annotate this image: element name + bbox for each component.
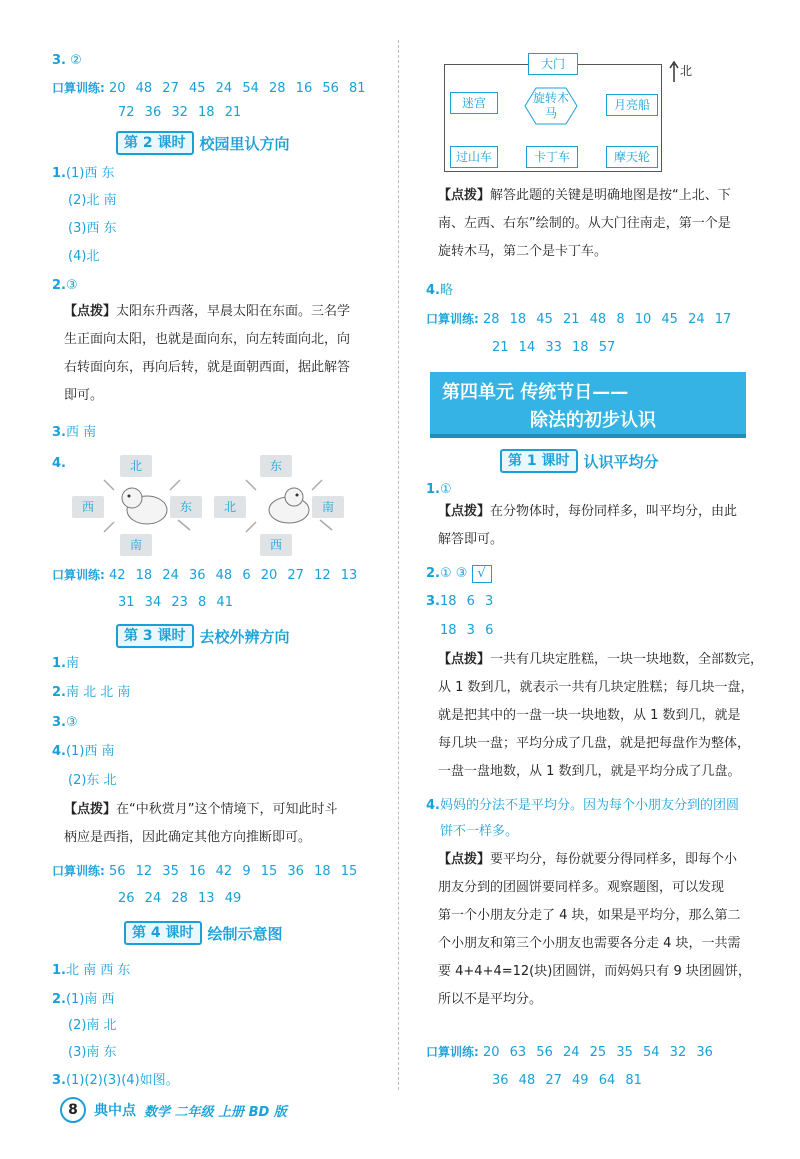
unit-4-banner: 第四单元 传统节日—— 除法的初步认识	[430, 372, 746, 434]
l2-q1d: (4)北	[68, 249, 100, 264]
oral-training-3: 口算训练: 56 12 35 16 42 9 15 36 18 15	[52, 864, 358, 879]
l3-q4: 4.(1)西 南	[52, 744, 115, 759]
r-q3-row2: 18 3 6	[440, 623, 494, 638]
r-tip1: 【点拨】解答此题的关键是明确地图是按“上北、下 南、左西、右东”绘制的。从大门往南走，第一个是 旋转木马，第二个是卡丁车。	[438, 188, 731, 259]
compass1-west: 西	[72, 496, 104, 518]
l4-q3: 3.(1)(2)(3)(4)如图。	[52, 1073, 179, 1088]
compass1-north: 北	[120, 455, 152, 477]
r-q4b: 4.妈妈的分法不是平均分。因为每个小朋友分到的团圆	[426, 798, 739, 813]
r-q2: 2.① ③ √	[426, 565, 492, 583]
l4-q2: 2.(1)南 西	[52, 992, 115, 1007]
compass1-south: 南	[120, 534, 152, 556]
map-ferris: 摩天轮	[606, 146, 658, 168]
column-divider	[398, 40, 399, 1090]
page-footer	[60, 1097, 287, 1123]
oral-training-3-row2: 26 24 28 13 49	[118, 891, 242, 906]
map-gate: 大门	[528, 53, 578, 75]
map-maze: 迷宫	[450, 92, 498, 114]
r-oral-training-2: 口算训练: 20 63 56 24 25 35 54 32 36	[426, 1045, 713, 1060]
r-lesson-1-heading: 第 1 课时 认识平均分	[500, 448, 659, 474]
r-tip3: 【点拨】一共有几块定胜糕，一块一块地数，全部数完， 从 1 数到几，就表示一共有几块定胜糕；每几块一盘， 就是把其中的一盘一块一块地数，从 1 数到几，就是 每几块一盘；平均分成了几盘，就是把每盘作为整体， 一盘一盘地数，从 1 数到几，就是平均分成了几盘。	[438, 652, 764, 779]
map-moonboat: 月亮船	[606, 94, 658, 116]
oral-training-2: 口算训练: 42 18 24 36 48 6 20 27 12 13	[52, 568, 358, 583]
r-tip2: 【点拨】在分物体时，每份同样多，叫平均分，由此 解答即可。	[438, 504, 738, 547]
lesson-3-heading: 第 3 课时 去校外辨方向	[116, 623, 290, 649]
r-tip4: 【点拨】要平均分，每份就要分得同样多，即每个小 朋友分到的团圆饼要同样多。观察题图，可以发现 第一个小朋友分走了 4 块，如果是平均分，那么第二 个小朋友和第三个小朋友也需要各分走 4 块，一共需 要 4+4+4=12(块)团圆饼，而妈妈只有 9 块团圆饼， 所以不是平均分。	[438, 852, 751, 1007]
r-q1: 1.①	[426, 482, 452, 497]
compass1-east: 东	[170, 496, 202, 518]
l2-q1b: (2)北 南	[68, 193, 117, 208]
compass2-east: 南	[312, 496, 344, 518]
r-oral-training-1: 口算训练: 28 18 45 21 48 8 10 45 24 17	[426, 312, 732, 327]
l3-q2: 2.南 北 北 南	[52, 685, 131, 700]
l3-q4b: (2)东 北	[68, 773, 117, 788]
page-number: 8	[60, 1097, 86, 1123]
r-q3: 3.18 6 3	[426, 594, 494, 609]
r-q4b-line2: 饼不一样多。	[440, 824, 519, 839]
map-carousel: 旋转木马	[524, 86, 578, 126]
lesson-2-heading: 第 2 课时 校园里认方向	[116, 130, 290, 156]
l2-q3: 3.西 南	[52, 425, 97, 440]
compass2-west: 北	[214, 496, 246, 518]
r-oral-training-1-row2: 21 14 33 18 57	[492, 340, 616, 355]
brand-logo: 典中点	[94, 1103, 136, 1119]
l3-q1: 1.南	[52, 656, 79, 671]
oral-training-1: 口算训练: 20 48 27 45 24 54 28 16 56 81	[52, 81, 366, 96]
compass2-north: 东	[260, 455, 292, 477]
cat-icon	[234, 470, 344, 540]
lesson-4-heading: 第 4 课时 绘制示意图	[124, 920, 283, 946]
l4-q2c: (3)南 东	[68, 1045, 117, 1060]
map-coaster: 过山车	[450, 146, 498, 168]
l2-q4: 4.	[52, 456, 66, 471]
l2-q1c: (3)西 东	[68, 221, 117, 236]
north-arrow-icon	[668, 60, 680, 84]
l4-q2b: (2)南 北	[68, 1018, 117, 1033]
l3-tip: 【点拨】在“中秋赏月”这个情境下，可知此时斗 柄应是西指，因此确定其他方向推断即可。	[64, 802, 338, 845]
north-label: 北	[680, 64, 693, 78]
l2-q1: 1.(1)西 东	[52, 166, 115, 181]
r-q4: 4.略	[426, 283, 453, 298]
dog-icon	[92, 470, 202, 540]
l2-q2: 2.③	[52, 278, 78, 293]
map-kart: 卡丁车	[526, 146, 578, 168]
oral-training-1-row2: 72 36 32 18 21	[118, 105, 242, 120]
check-mark-icon: √	[472, 565, 492, 583]
l3-q3: 3.③	[52, 715, 78, 730]
l2-tip: 【点拨】太阳东升西落，早晨太阳在东面。三名学 生正面向太阳，也就是面向东，向左转面向北，向 右转面向东，再向后转，就是面朝西面，据此解答 即可。	[64, 304, 351, 403]
r-oral-training-2-row2: 36 48 27 49 64 81	[492, 1073, 642, 1088]
book-subject: 数学 二年级 上册 BD 版	[144, 1104, 287, 1120]
l4-q1: 1.北 南 西 东	[52, 963, 131, 978]
oral-training-2-row2: 31 34 23 8 41	[118, 595, 233, 610]
answer-3: 3. ②	[52, 53, 82, 68]
compass2-south: 西	[260, 534, 292, 556]
